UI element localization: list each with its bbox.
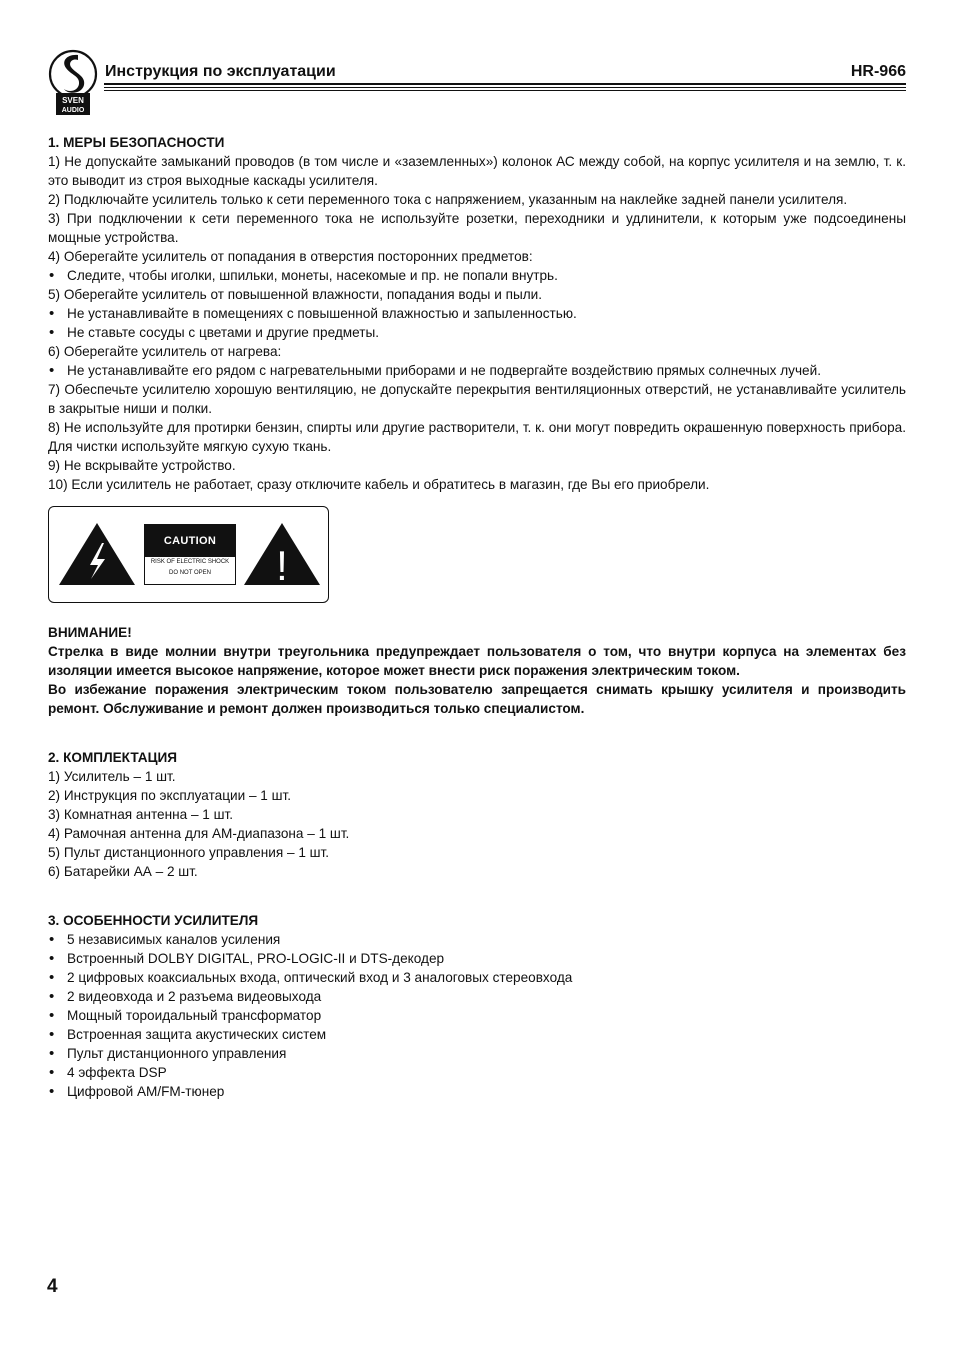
package-item: 2) Инструкция по эксплуатации – 1 шт. — [48, 788, 292, 803]
package-item: 5) Пульт дистанционного управления – 1 шт. — [48, 845, 330, 860]
attention-paragraph-1: Стрелка в виде молнии внутри треугольника предупреждает пользователя о том, что внутри корпуса на элементах без изоляции имеется высокое напряжение, которое может внести риск поражения электрическим током. — [48, 644, 906, 678]
safety-rule: 9) Не вскрывайте устройство. — [48, 458, 236, 473]
safety-rule: 3) При подключении к сети переменного тока не используйте розетки, переходники и удлинители, к которым уже подсоединены мощные устройства. — [48, 211, 906, 245]
safety-rule: 1) Не допускайте замыканий проводов (в том числе и «заземленных») колонок АС между собой, на корпус усилителя и на землю, т. к. это выводит из строя выходные каскады усилителя. — [48, 154, 906, 188]
feature-item: • Мощный тороидальный трансформатор — [48, 1006, 906, 1025]
safety-bullet-item: • Не устанавливайте в помещениях с повышенной влажностью и запыленностью. — [48, 304, 906, 323]
safety-list — [48, 152, 906, 494]
feature-item: • 4 эффекта DSP — [48, 1063, 906, 1082]
attention-title: ВНИМАНИЕ! — [48, 625, 132, 640]
package-item: 1) Усилитель – 1 шт. — [48, 769, 176, 784]
header-rule — [104, 83, 906, 93]
caution-line-1: RISK OF ELECTRIC SHOCK — [150, 559, 230, 565]
safety-rule: 10) Если усилитель не работает, сразу отключите кабель и обратитесь в магазин, где Вы его приобрели. — [48, 477, 710, 492]
safety-bullet-item: • Не ставьте сосуды с цветами и другие предметы. — [48, 323, 906, 342]
section-title-package: 2. КОМПЛЕКТАЦИЯ — [48, 750, 178, 765]
feature-item: • 5 независимых каналов усиления — [48, 930, 906, 949]
feature-item: • 2 цифровых коаксиальных входа, оптический вход и 3 аналоговых стереовхода — [48, 968, 906, 987]
electric-shock-warning-label — [48, 506, 329, 603]
attention-paragraph-2: Во избежание поражения электрическим током пользователю запрещается снимать крышку усилителя и производить ремонт. Обслуживание и ремонт должен производиться только специалистом. — [48, 682, 906, 716]
document-title: Инструкция по эксплуатации — [105, 63, 336, 80]
svg-text:AUDIO: AUDIO — [61, 107, 85, 114]
feature-item: • Встроенная защита акустических систем — [48, 1025, 906, 1044]
feature-item: • Встроенный DOLBY DIGITAL, PRO-LOGIC-II и DTS-декодер — [48, 949, 906, 968]
caution-sign — [144, 524, 236, 585]
lightning-warning-icon — [57, 521, 137, 587]
safety-rule: 8) Не используйте для протирки бензин, спирты или другие растворители, т. к. они могут повредить окрашенную поверхность прибора. Для чистки используйте мягкую сухую ткань. — [48, 420, 906, 454]
safety-bullet-item: • Не устанавливайте его рядом с нагревательными приборами и не подвергайте воздействию прямых солнечных лучей. — [48, 361, 906, 380]
feature-item: • Цифровой AM/FM-тюнер — [48, 1082, 906, 1101]
caution-line-2: DO NOT OPEN — [169, 570, 211, 576]
package-item: 6) Батарейки АА – 2 шт. — [48, 864, 198, 879]
page-number: 4 — [47, 1276, 58, 1297]
safety-rule: 5) Оберегайте усилитель от повышенной влажности, попадания воды и пыли. — [48, 287, 543, 302]
feature-item: • Пульт дистанционного управления — [48, 1044, 906, 1063]
section-title-features: 3. ОСОБЕННОСТИ УСИЛИТЕЛЯ — [48, 913, 259, 928]
safety-rule: 7) Обеспечьте усилителю хорошую вентиляцию, не допускайте перекрытия вентиляционных отверстий, не устанавливайте усилитель в закрытые ниши и полки. — [48, 382, 906, 416]
safety-rule: 6) Оберегайте усилитель от нагрева: — [48, 344, 282, 359]
page-content — [48, 133, 906, 1101]
features-list — [48, 930, 906, 1101]
section-title-safety: 1. МЕРЫ БЕЗОПАСНОСТИ — [48, 135, 225, 150]
exclamation-warning-icon — [242, 521, 322, 587]
svg-text:SVEN: SVEN — [62, 96, 84, 105]
package-list — [48, 767, 906, 881]
model-number: HR-966 — [850, 63, 906, 80]
sven-audio-logo — [47, 48, 99, 116]
package-item: 3) Комнатная антенна – 1 шт. — [48, 807, 234, 822]
caution-heading: CAUTION — [145, 525, 235, 557]
safety-rule: 4) Оберегайте усилитель от попадания в отверстия посторонних предметов: — [48, 249, 533, 264]
exclamation-mark: ! — [276, 542, 288, 587]
feature-item: • 2 видеовхода и 2 разъема видеовыхода — [48, 987, 906, 1006]
safety-bullet-item: • Следите, чтобы иголки, шпильки, монеты, насекомые и пр. не попали внутрь. — [48, 266, 906, 285]
package-item: 4) Рамочная антенна для АМ-диапазона – 1 шт. — [48, 826, 350, 841]
safety-rule: 2) Подключайте усилитель только к сети переменного тока с напряжением, указанным на наклейке задней панели усилителя. — [48, 192, 848, 207]
